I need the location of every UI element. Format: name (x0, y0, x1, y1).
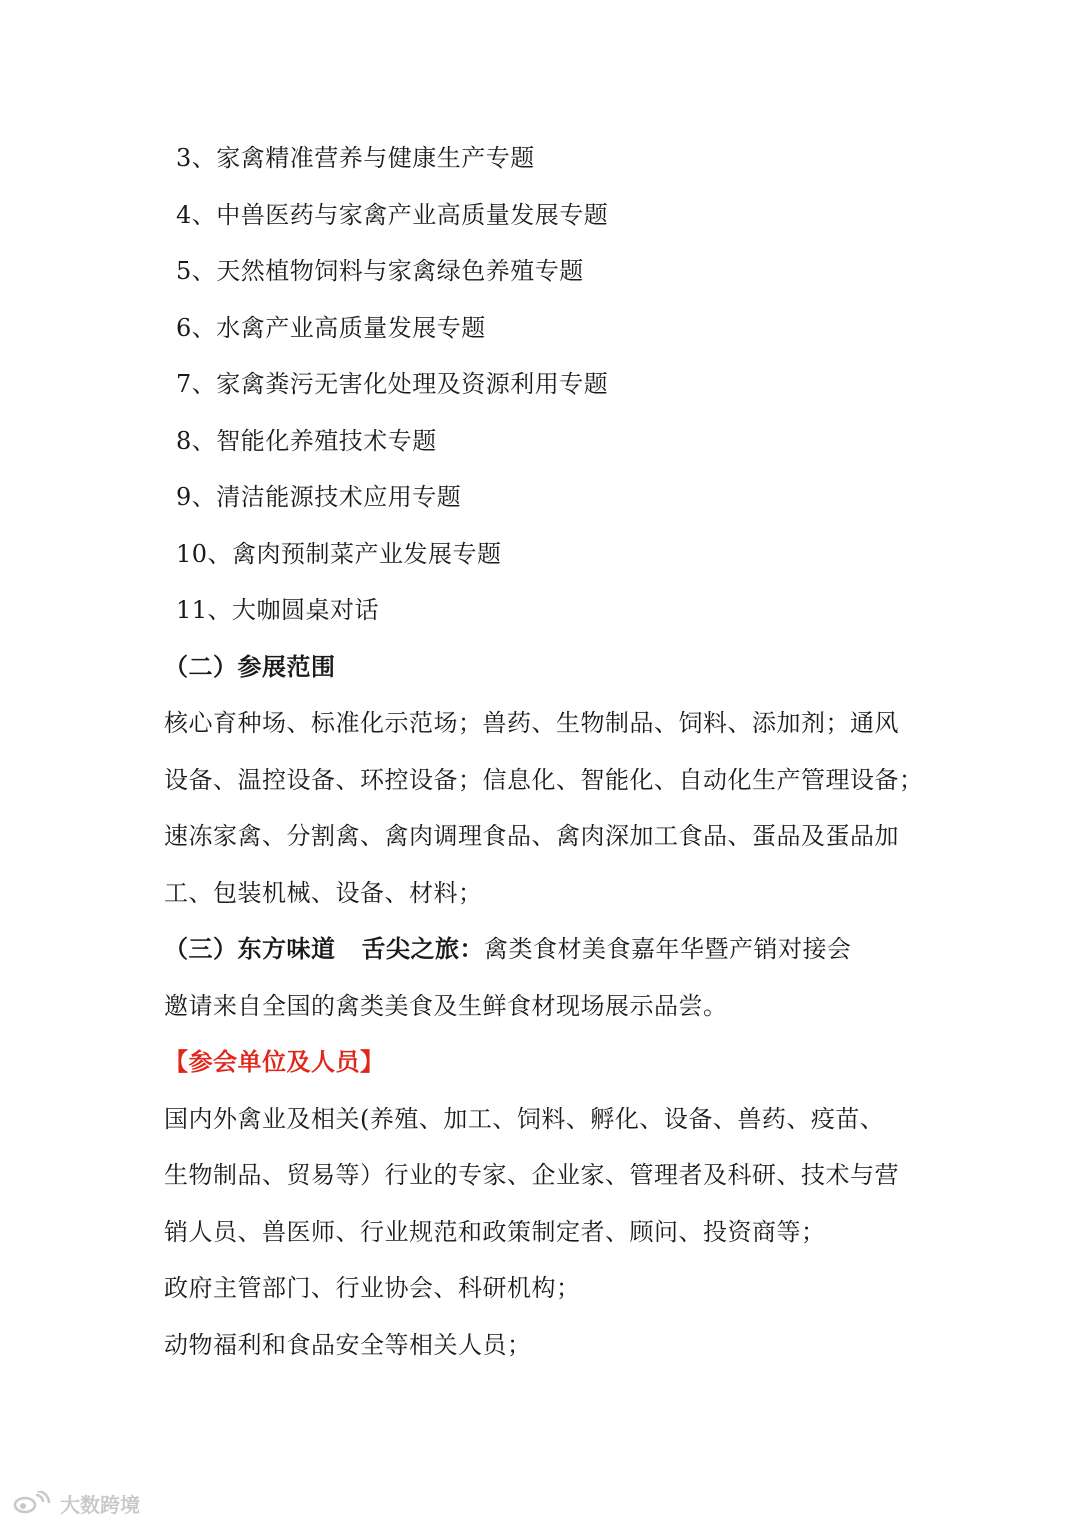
topic-item: 7、家禽粪污无害化处理及资源利用专题 (176, 370, 609, 398)
topic-item: 9、清洁能源技术应用专题 (176, 483, 462, 511)
topic-item: 6、水禽产业高质量发展专题 (176, 314, 486, 342)
paragraph-line: 生物制品、贸易等）行业的专家、企业家、管理者及科研、技术与营 (164, 1161, 899, 1189)
topic-item: 4、中兽医药与家禽产业高质量发展专题 (176, 201, 609, 229)
watermark-text: 大数跨境 (60, 1492, 140, 1517)
heading-rest: 禽类食材美食嘉年华暨产销对接会 (484, 935, 852, 963)
paragraph-line: 核心育种场、标准化示范场；兽药、生物制品、饲料、添加剂；通风 (164, 709, 899, 737)
heading-bold-part1: （三）东方味道 (164, 934, 336, 963)
paragraph-line: 销人员、兽医师、行业规范和政策制定者、顾问、投资商等； (164, 1218, 826, 1246)
topic-item: 5、天然植物饲料与家禽绿色养殖专题 (176, 257, 584, 285)
topic-item: 11、大咖圆桌对话 (176, 596, 380, 624)
watermark (12, 1490, 140, 1516)
paragraph-line: 工、包装机械、设备、材料； (164, 879, 483, 907)
paragraph-line: 邀请来自全国的禽类美食及生鲜食材现场展示品尝。 (164, 992, 728, 1020)
topic-item: 3、家禽精准营养与健康生产专题 (176, 144, 535, 172)
section-heading-food-festival (164, 933, 852, 965)
section-heading-exhibit-scope: （二）参展范围 (164, 652, 336, 681)
topic-item: 10、禽肉预制菜产业发展专题 (176, 540, 502, 568)
paragraph-line: 国内外禽业及相关(养殖、加工、饲料、孵化、设备、兽药、疫苗、 (164, 1105, 885, 1133)
participants-heading: 【参会单位及人员】 (164, 1047, 385, 1076)
paragraph-line: 政府主管部门、行业协会、科研机构； (164, 1274, 581, 1302)
paragraph-line: 设备、温控设备、环控设备；信息化、智能化、自动化生产管理设备； (164, 766, 924, 794)
topic-item: 8、智能化养殖技术专题 (176, 427, 437, 455)
paragraph-line: 速冻家禽、分割禽、禽肉调理食品、禽肉深加工食品、蛋品及蛋品加 (164, 822, 899, 850)
heading-bold-part2: 舌尖之旅： (361, 934, 484, 963)
paragraph-line: 动物福利和食品安全等相关人员； (164, 1331, 532, 1359)
weibo-logo-icon (12, 1491, 52, 1515)
